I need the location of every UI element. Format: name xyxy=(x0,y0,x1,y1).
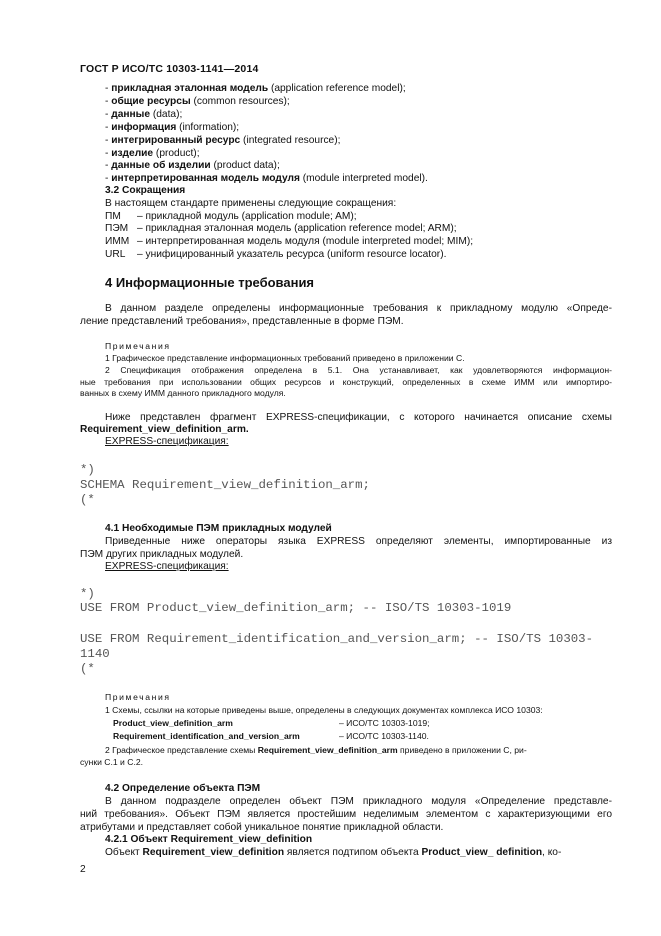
note: 1 Графическое представление информационных требований приведено в приложении С. xyxy=(105,353,465,363)
code-line: *) xyxy=(80,463,95,477)
express-label: EXPRESS-спецификация: xyxy=(105,436,229,447)
paragraph: В данном подразделе определен объект ПЭМ прикладного модуля «Определение представле- xyxy=(105,796,612,807)
list-item: - данные (data); xyxy=(105,109,183,120)
subsection-heading: 4.1 Необходимые ПЭМ прикладных модулей xyxy=(105,523,332,534)
code-line: 1140 xyxy=(80,647,110,661)
list-item: - изделие (product); xyxy=(105,148,200,159)
list-item: - информация (information); xyxy=(105,122,240,133)
list-item: - данные об изделии (product data); xyxy=(105,160,280,171)
code-line: (* xyxy=(80,493,95,507)
code-line: (* xyxy=(80,662,95,676)
subsection-heading: 4.2.1 Объект Requirement_view_definition xyxy=(105,834,313,845)
ref-row: Requirement_identification_and_version_arm – ИСО/ТС 10303-1140. xyxy=(113,731,429,741)
paragraph: Объект Requirement_view_definition является подтипом объекта Product_view_ definition, ко- xyxy=(105,847,562,858)
note: 2 Спецификация отображения определена в 5.1. Она устанавливает, как удовлетворяются информацион- xyxy=(105,365,612,375)
page-header: ГОСТ Р ИСО/ТС 10303-1141—2014 xyxy=(80,63,259,75)
abbr-item: URL – унифицированный указатель ресурса (uniform resource locator). xyxy=(105,249,447,260)
code-line: *) xyxy=(80,587,95,601)
paragraph: Requirement_view_definition_arm. xyxy=(80,424,249,435)
abbr-item: ПЭМ – прикладная эталонная модель (application reference model; ARM); xyxy=(105,223,457,234)
note: 1 Схемы, ссылки на которые приведены выше, определены в следующих документах комплекса ИСО 10303: xyxy=(105,705,543,715)
list-item: - интерпретированная модель модуля (module interpreted model). xyxy=(105,173,428,184)
code-line: SCHEMA Requirement_view_definition_arm; xyxy=(80,478,370,492)
note: сунки С.1 и С.2. xyxy=(80,757,143,767)
note: 2 Графическое представление схемы Requirement_view_definition_arm приведено в приложении С, ри- xyxy=(105,745,527,755)
paragraph: Ниже представлен фрагмент EXPRESS-спецификации, с которого начинается описание схемы xyxy=(105,412,612,423)
list-item: - прикладная эталонная модель (application reference model); xyxy=(105,83,406,94)
paragraph: ПЭМ других прикладных модулей. xyxy=(80,549,244,560)
subsection-heading: 4.2 Определение объекта ПЭМ xyxy=(105,783,261,794)
notes-label: Примечания xyxy=(105,692,171,702)
list-item: - интегрированный ресурс (integrated resource); xyxy=(105,135,341,146)
note: ванных в схему ИММ данного прикладного модуля. xyxy=(80,388,286,398)
paragraph: атрибутами и представляет собой уникальное понятие прикладной области. xyxy=(80,822,444,833)
code-line: USE FROM Product_view_definition_arm; -- ISO/TS 10303-1019 xyxy=(80,601,512,615)
code-line: USE FROM Requirement_identification_and_version_arm; -- ISO/TS 10303- xyxy=(80,632,594,646)
paragraph: Приведенные ниже операторы языка EXPRESS определяют элементы, импортированные из xyxy=(105,536,612,547)
paragraph: ление представлений требования», представленные в форме ПЭМ. xyxy=(80,316,404,327)
list-item: - общие ресурсы (common resources); xyxy=(105,96,290,107)
ref-row: Product_view_definition_arm – ИСО/ТС 10303-1019; xyxy=(113,718,430,728)
page-number: 2 xyxy=(80,864,86,875)
notes-label: Примечания xyxy=(105,341,171,351)
section-title: 4 Информационные требования xyxy=(105,275,315,290)
paragraph: ний требования». Объект ПЭМ является простейшим неделимым элементом с характеризующими его xyxy=(80,809,612,820)
paragraph: В данном разделе определены информационные требования к прикладному модулю «Опреде- xyxy=(105,303,612,314)
abbr-heading: 3.2 Сокращения xyxy=(105,185,186,196)
express-label: EXPRESS-спецификация: xyxy=(105,561,229,572)
note: ные требования при использовании общих ресурсов и конструкций, определенных в схеме ИММ или импортиро- xyxy=(80,377,612,387)
abbr-item: ПМ – прикладной модуль (application module; AM); xyxy=(105,211,357,222)
abbr-intro: В настоящем стандарте применены следующие сокращения: xyxy=(105,198,397,209)
abbr-item: ИММ – интерпретированная модель модуля (module interpreted model; MIM); xyxy=(105,236,474,247)
